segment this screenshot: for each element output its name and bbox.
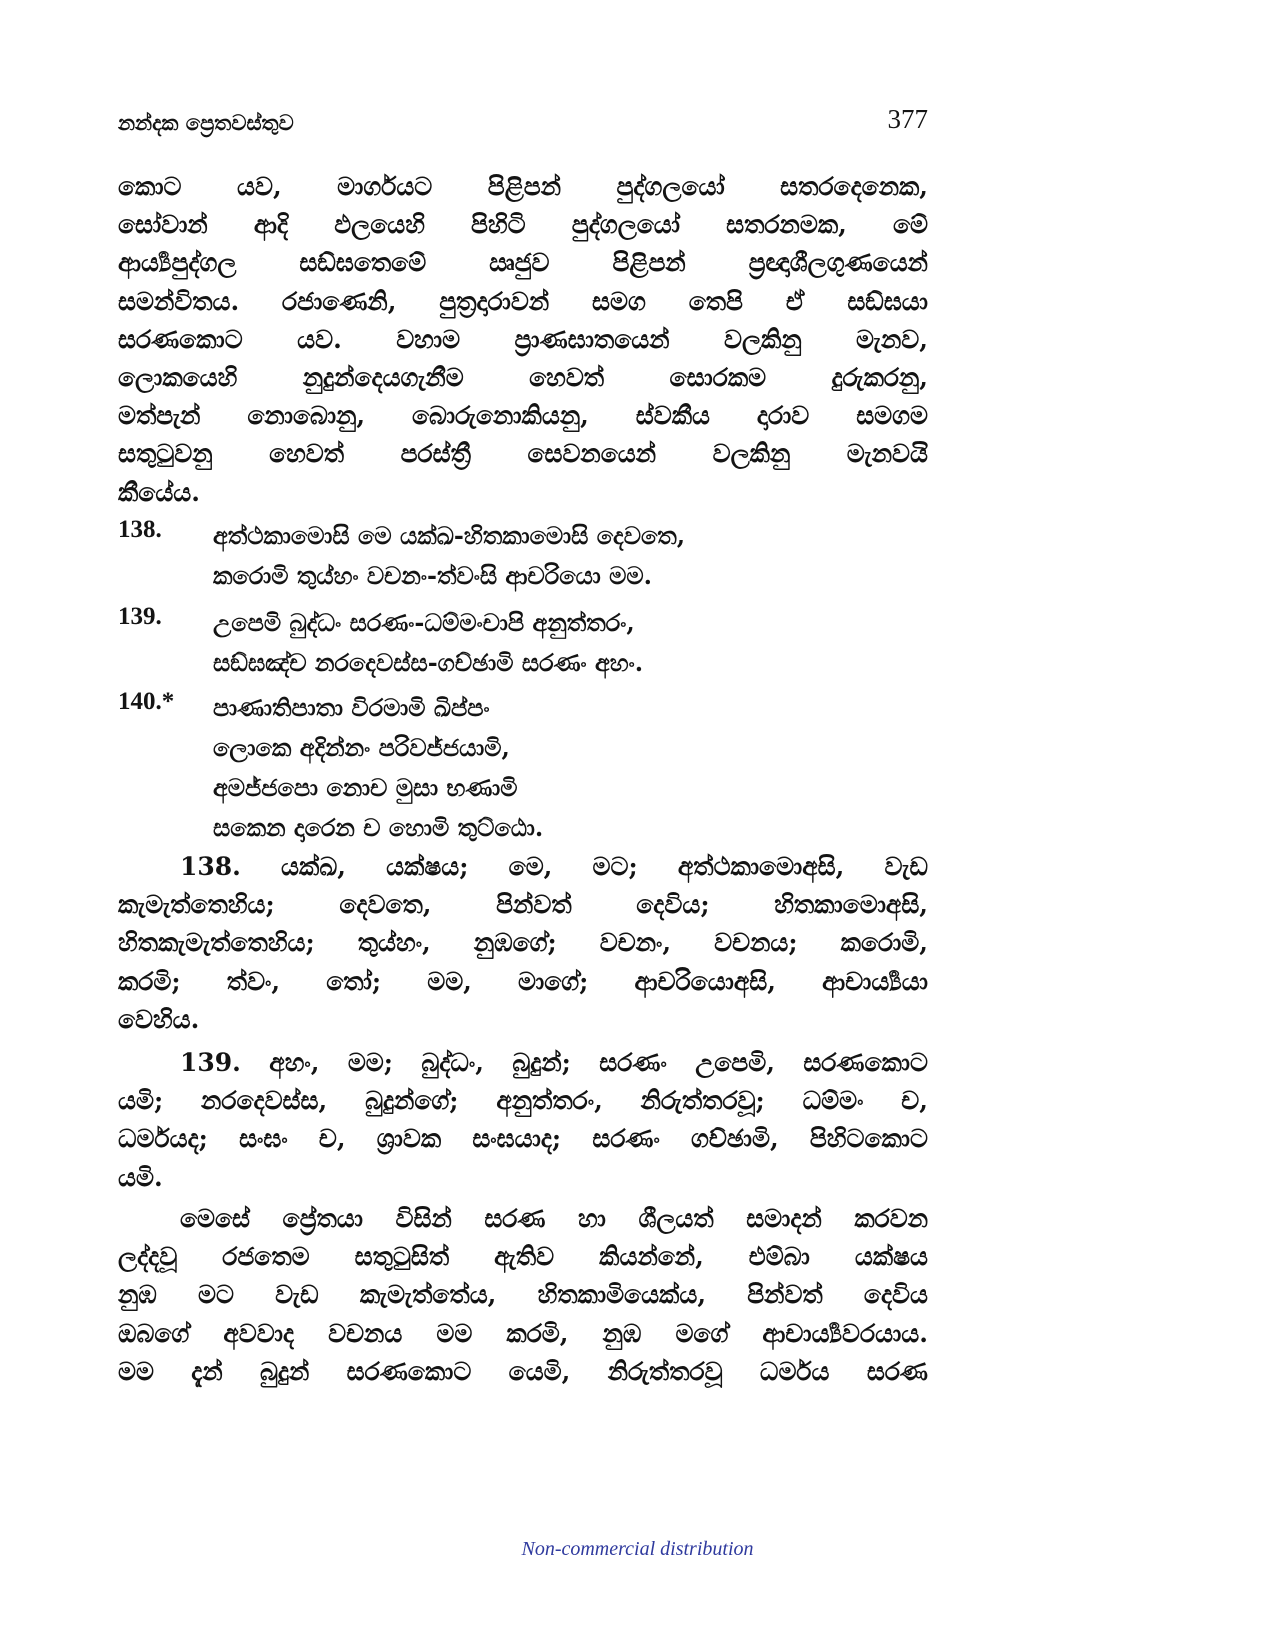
verse-line: ලොකෙ අදින්නං පරිවජ්ජයාමි, (213, 733, 510, 762)
verse-line: උපෙමි බුද්ධං සරණං-ධම්මංචාපි අනුත්තරං, (213, 608, 635, 637)
text-line: ලද්දවූ රජතෙම සතුටුසිත් ඇතිව කියන්නේ, එම්බා යක්ෂය (118, 1242, 928, 1272)
verse-line: අමජ්ජපො නොච මුසා භණාමි (213, 773, 518, 802)
text-line: 139. අහං, මම; බුද්ධං, බුදුන්; සරණං උපෙමි, සරණකොට (180, 1048, 928, 1077)
text-line: ආර්‍ය්‍යපුද්ගල සඞ්ඝතෙමේ ඍජුව පිළිපන් ප්‍රඥාශීලගුණයෙන් (118, 248, 928, 278)
text-line: ධර්මයද; සංඝං ච, ශ්‍රාවක සංඝයාද; සරණං ගච්ඡාමි, පිහිටකොට (118, 1124, 928, 1154)
verse-number: 140.* (118, 688, 175, 715)
text-line: වෙහිය. (118, 1004, 200, 1034)
text-line: කොට යව, මාර්ගයට පිළිපන් පුද්ගලයෝ සතරදෙනෙක, (118, 172, 928, 201)
text-line: හිතකැමැත්තෙහිය; තුය්හං, නුඹගේ; වචනං, වචනය; කරොමි, (118, 928, 928, 958)
verse-line: අත්ථකාමොසි මෙ යක්ඛ-හිතකාමොසි දෙවතෙ, (213, 521, 686, 550)
verse-line: පාණාතිපාතා විරමාමි ඛිප්පං (213, 693, 490, 722)
page-number: 377 (887, 104, 928, 134)
verse-number: 139. (118, 603, 162, 630)
verse-line: කරොමි තුය්හං වචනං-ත්වංසි ආචරියො මම. (213, 561, 653, 590)
text-line: සතුටුවනු හෙවත් පරස්ත්‍රී සෙවනයෙන් වලකිනු මැනවයි (118, 439, 928, 469)
distribution-notice: Non-commercial distribution (521, 1538, 754, 1560)
text-line: සෝවාන් ආදි ඵලයෙහි පිහිටි පුද්ගලයෝ සතරනමක, මේ (118, 210, 928, 240)
paragraph-gloss-139 (118, 1044, 928, 1197)
text-line: යමි; නරදෙවස්ස, බුදුන්ගේ; අනුත්තරං, නිරුත්තරවූ; ධම්මං ච, (118, 1086, 928, 1116)
text-line: මම දැන් බුදුන් සරණකොට යෙමි, නිරුත්තරවූ ධර්මය සරණ (118, 1356, 928, 1386)
text-line: යමි. (118, 1162, 163, 1192)
text-line: සමන්විතය. රජාණෙනි, පුත්‍රදාරාවන් සමග තෙපි ඒ සඞ්ඝයා (118, 286, 928, 316)
text-line: කීයේය. (118, 477, 200, 507)
paragraph-commentary-1 (118, 168, 928, 512)
page-header (118, 104, 928, 146)
verse-line: සඞ්ඝඤ්ච නරදෙවස්ස-ගච්ඡාමි සරණං අහං. (213, 648, 644, 677)
paragraph-commentary-2 (118, 1200, 928, 1391)
text-line: කැමැත්තෙහිය; දෙවතෙ, පින්වත් දෙවිය; හිතකාමොඅසි, (118, 890, 928, 920)
text-line: මත්පැන් නොබොනු, බොරුනොකියනු, ස්වකීය දාරාව සමගම (118, 401, 928, 431)
text-line: සරණකොට යව. වහාම ප්‍රාණඝාතයෙන් වලකිනු මැනව, (118, 324, 928, 354)
text-line: නුඹ මට වැඩ කැමැත්තේය, හිතකාමියෙක්ය, පින්වත් දෙවිය (118, 1280, 928, 1310)
verse-line: සකෙන දාරෙන ච හොමි තුට්ඨො. (213, 813, 544, 842)
text-line: ඔබගේ අවවාද වචනය මම කරමි, නුඹ මගේ ආචාර්‍ය්‍යවරයාය. (118, 1318, 928, 1348)
paragraph-gloss-138 (118, 848, 928, 1039)
verse-number: 138. (118, 516, 162, 543)
text-line: මෙසේ ප්‍රේතයා විසින් සරණ හා ශීලයත් සමාදන් කරවන (180, 1204, 928, 1233)
text-line: 138. යක්ඛ, යක්ෂය; මෙ, මට; අත්ථකාමොඅසි, වැඩ (180, 852, 928, 881)
running-title: නන්දක ප්‍රෙතවස්තුව (118, 110, 294, 135)
text-line: ලොකයෙහි නුදුන්දෙයගැනීම හෙවත් සොරකම දුරුකරනු, (118, 362, 928, 392)
text-line: කරමි; ත්වං, තෝ; මම, මාගේ; ආචරියොඅසි, ආචාර්‍ය්‍යයා (118, 966, 928, 996)
